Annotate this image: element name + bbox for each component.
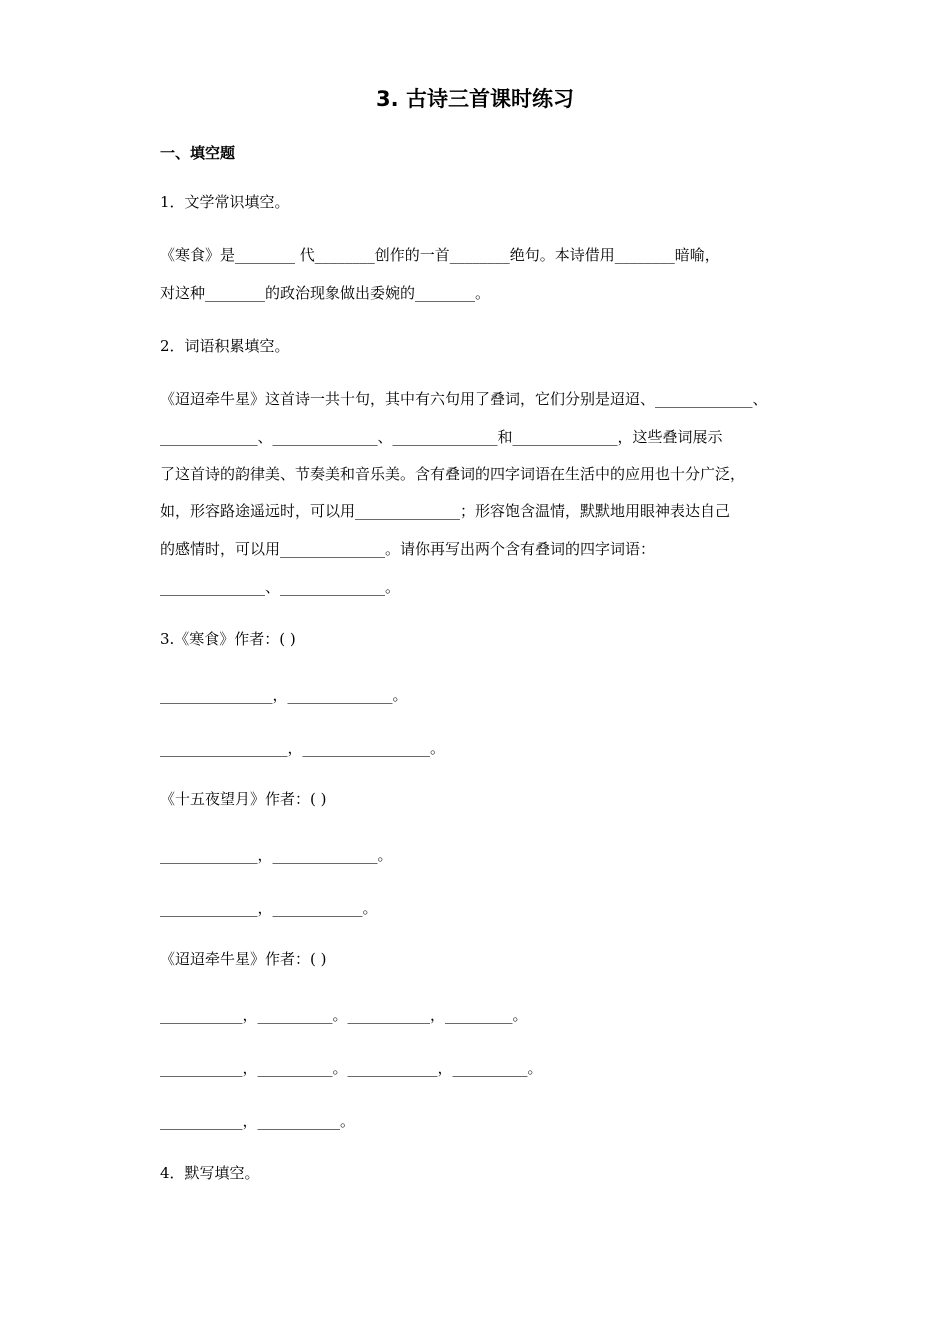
shiwu-poem-label: 《十五夜望月》作者：( ) bbox=[160, 790, 327, 808]
tiaotiao-poem-label: 《迢迢牵牛星》作者：( ) bbox=[160, 950, 327, 968]
question-2-label: 2．词语积累填空。 bbox=[160, 337, 290, 355]
question-2-line-5: 的感情时，可以用______________。请你再写出两个含有叠词的四字词语： bbox=[160, 540, 656, 558]
shiwu-blank-line-1: _____________，______________。 bbox=[160, 846, 393, 864]
question-2-line-3: 了这首诗的韵律美、节奏美和音乐美。含有叠词的四字词语在生活中的应用也十分广泛， bbox=[160, 465, 746, 483]
page-title: 3. 古诗三首课时练习 bbox=[376, 87, 574, 111]
section-heading-fill-blank: 一、填空题 bbox=[160, 144, 236, 162]
shiwu-blank-line-2: _____________，____________。 bbox=[160, 899, 378, 917]
question-3-label: 3.《寒食》作者：( ) bbox=[160, 630, 296, 648]
question-2-line-4: 如，形容路途遥远时，可以用______________；形容饱含温情，默默地用眼神表达自己 bbox=[160, 502, 731, 520]
question-2-line-2: _____________、______________、______________和______________，这些叠词展示 bbox=[160, 428, 723, 446]
tiaotiao-blank-line-2: ___________，__________。____________，__________。 bbox=[160, 1059, 543, 1077]
question-1-line-2: 对这种________的政治现象做出委婉的________。 bbox=[160, 284, 491, 302]
hanshi-blank-line-1: _______________，______________。 bbox=[160, 686, 408, 704]
question-2-line-6: ______________、______________。 bbox=[160, 578, 401, 596]
question-4-label: 4．默写填空。 bbox=[160, 1164, 260, 1182]
question-2-line-1: 《迢迢牵牛星》这首诗一共十句，其中有六句用了叠词，它们分别是迢迢、_____________、 bbox=[160, 390, 768, 408]
question-1-label: 1．文学常识填空。 bbox=[160, 193, 290, 211]
tiaotiao-blank-line-1: ___________，__________。___________，_________。 bbox=[160, 1006, 528, 1024]
hanshi-blank-line-2: _________________，_________________。 bbox=[160, 739, 446, 757]
question-1-line-1: 《寒食》是________ 代________创作的一首________绝句。本诗借用________暗喻， bbox=[160, 246, 720, 264]
tiaotiao-blank-line-3: ___________，___________。 bbox=[160, 1112, 356, 1130]
